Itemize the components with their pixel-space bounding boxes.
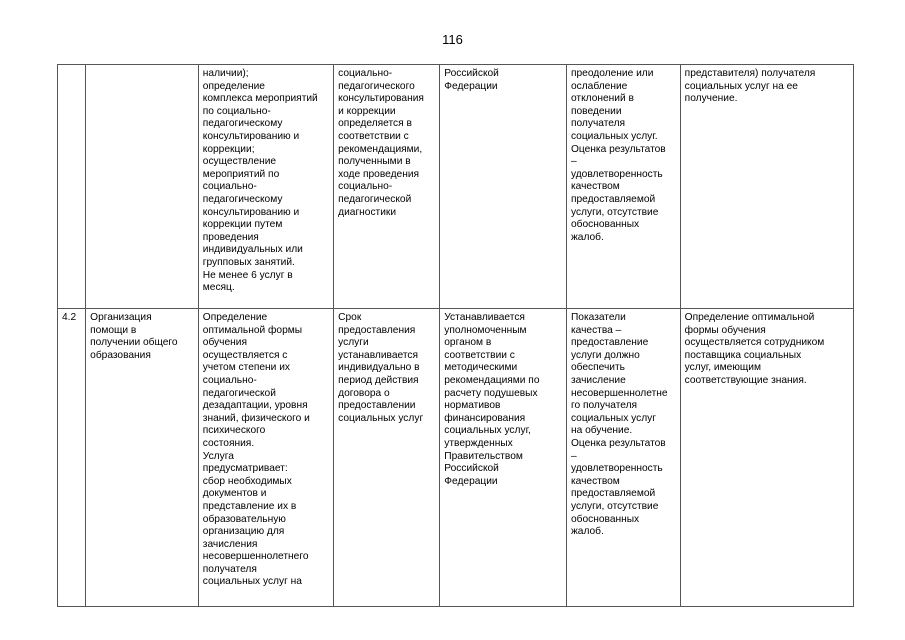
service-description-cell	[198, 309, 333, 607]
service-cost: Российской Федерации	[444, 68, 499, 92]
service-conditions: Определение оптимальной формы обучения осуществляется сотрудником поставщика социальных услуг, имеющим соответствующие знания.	[684, 312, 825, 386]
service-term: Срок предоставления услуги устанавливается индивидуально в период действия договора о предоставлении социальных услуг	[338, 312, 424, 424]
service-quality: преодоление или ослабление отклонений в поведении получателя социальных услуг. Оценка результатов – удовлетворенность качеством предоставляемой услуги, отсутствие обоснованных жалоб.	[570, 68, 666, 243]
service-quality-cell	[566, 309, 680, 607]
services-table	[57, 64, 854, 607]
service-cost-cell	[440, 65, 567, 309]
service-name: Организация помощи в получении общего образования	[90, 312, 178, 361]
table-row	[58, 309, 854, 607]
row-number-cell	[58, 309, 86, 607]
service-description-cell	[198, 65, 333, 309]
service-conditions-cell	[680, 65, 853, 309]
row-number-cell	[58, 65, 86, 309]
page-number: 116	[442, 32, 463, 47]
service-name-cell	[86, 309, 199, 607]
service-cost-cell	[440, 309, 567, 607]
service-term-cell	[334, 65, 440, 309]
table-row	[58, 65, 854, 309]
service-quality-cell	[566, 65, 680, 309]
row-number: 4.2	[62, 312, 77, 323]
service-description: наличии); определение комплекса мероприятий по социально- педагогическому консультированию и коррекции; осуществление мероприятий по социально- педагогическому консультированию и коррекции путем проведения индивидуальных или групповых занятий. Не менее 6 услуг в месяц.	[202, 68, 318, 294]
service-term: социально- педагогического консультирования и коррекции определяется в соответствии с рекомендациями, полученными в ходе проведения социально- педагогической диагностики	[338, 68, 424, 218]
service-quality: Показатели качества – предоставление услуги должно обеспечить зачисление несовершеннолетне го получателя социальных услуг на обучение. Оценка результатов – удовлетворенность качеством предоставляемой услуги, отсутствие обоснованных жалоб.	[570, 312, 668, 538]
service-conditions: представителя) получателя социальных услуг на ее получение.	[684, 68, 816, 105]
service-description: Определение оптимальной формы обучения осуществляется с учетом степени их социально- педагогической дезадаптации, уровня знаний, физического и психического состояния. Услуга предусматривает: сбор необходимых документов и представление их в образовательную организацию для зачисления несовершеннолетнего получателя социальных услуг на	[202, 312, 310, 588]
service-conditions-cell	[680, 309, 853, 607]
service-cost: Устанавливается уполномоченным органом в соответствии с методическими рекомендациями по расчету подушевых нормативов финансирования социальных услуг, утвержденных Правительством Российской Федерации	[444, 312, 540, 487]
service-name-cell	[86, 65, 199, 309]
service-term-cell	[334, 309, 440, 607]
